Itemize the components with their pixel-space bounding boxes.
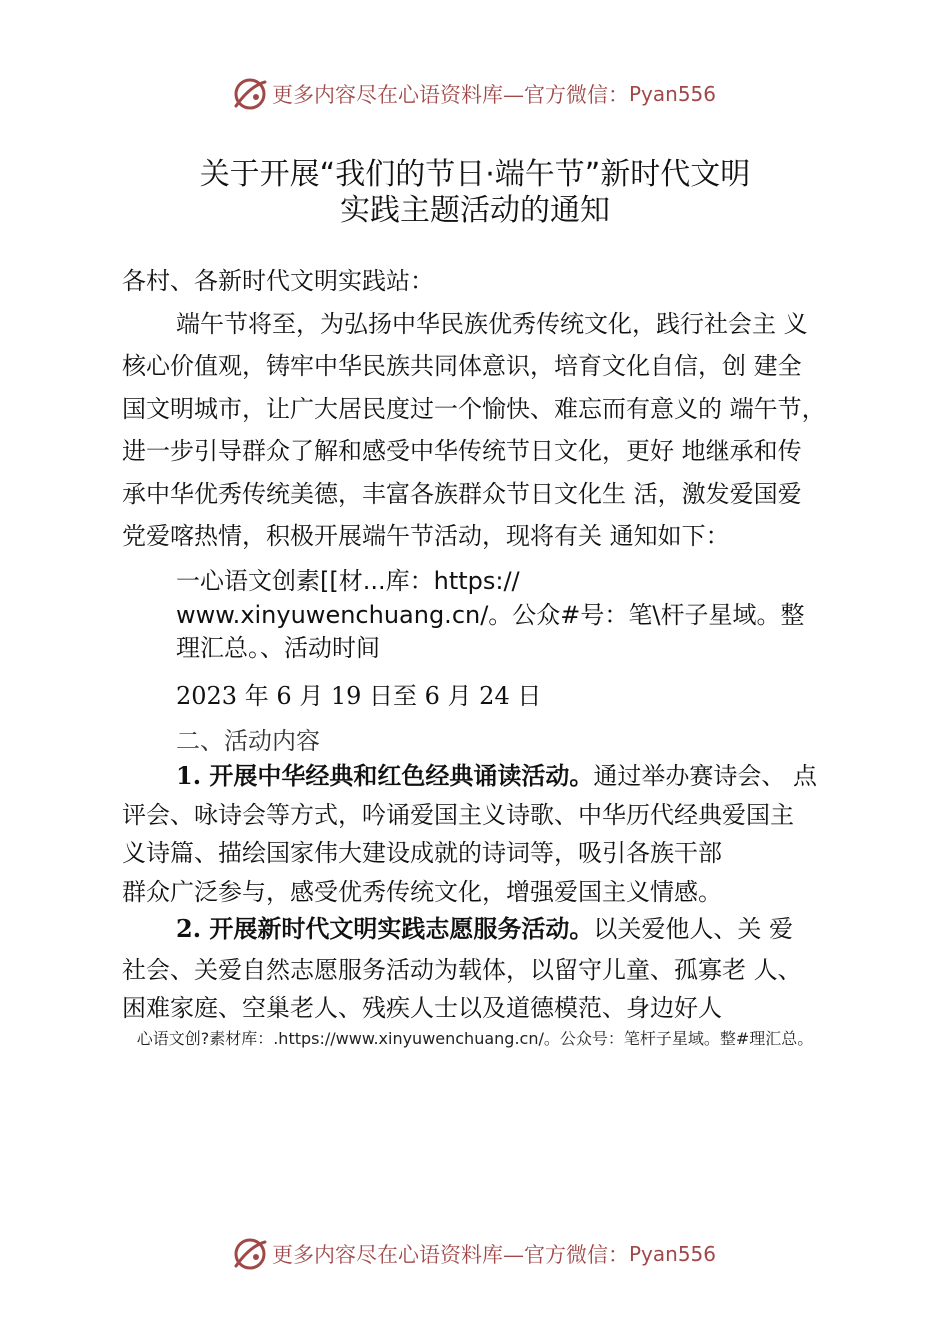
document-title-line-2: 实践主题活动的通知 xyxy=(340,193,610,228)
item-2-lead-rest: 以关爱他人、关 爱 xyxy=(593,915,794,943)
intro-line: 党爱喀热情，积极开展端午节活动，现将有关 通知如下： xyxy=(122,522,730,550)
watermark-wechat-id: Pyan556 xyxy=(629,82,717,106)
section-1-heading-line: 理汇总。、活动时间 xyxy=(176,634,380,662)
intro-line: 进一步引导群众了解和感受中华传统节日文化，更好 地继承和传 xyxy=(122,437,802,465)
section-1-heading-line: www.xinyuwenchuang.cn/。公众#号：笔\杆子星域。整 xyxy=(176,601,805,629)
section-2-heading: 二、活动内容 xyxy=(176,727,320,755)
section-1-heading-line: 一心语文创素[[材...库：https:// xyxy=(176,567,520,595)
item-2-first-line xyxy=(176,914,793,944)
item-1-lead-rest: 通过举办赛诗会、 点 xyxy=(593,762,818,790)
intro-line: 承中华优秀传统美德，丰富各族群众节日文化生 活，激发爱国爱 xyxy=(122,480,802,508)
watermark-text: 更多内容尽在心语资料库—官方微信： xyxy=(272,1243,629,1267)
item-2-line: 社会、关爱自然志愿服务活动为载体，以留守儿童、孤寡老 人、 xyxy=(122,956,802,984)
footer-note: 心语文创?素材库：.https://www.xinyuwenchuang.cn/。公众号：笔杆子星域。整#理汇总。 xyxy=(136,1029,814,1048)
item-1-lead: 1. 开展中华经典和红色经典诵读活动。 xyxy=(176,761,594,790)
item-1-first-line xyxy=(176,761,817,791)
watermark-text: 更多内容尽在心语资料库—官方微信： xyxy=(272,83,629,107)
item-1-line: 评会、咏诗会等方式，吟诵爱国主义诗歌、中华历代经典爱国主 xyxy=(122,801,794,829)
item-2-lead: 2. 开展新时代文明实践志愿服务活动。 xyxy=(176,914,594,943)
watermark-wechat-id: Pyan556 xyxy=(629,1242,717,1266)
document-title-line-1: 关于开展“我们的节日·端午节”新时代文明 xyxy=(199,157,751,192)
item-1-line: 义诗篇、描绘国家伟大建设成就的诗词等，吸引各族干部 xyxy=(122,839,722,867)
brush-logo-icon xyxy=(232,1236,268,1272)
salutation: 各村、各新时代文明实践站： xyxy=(122,267,434,295)
activity-time: 2023 年 6 月 19 日至 6 月 24 日 xyxy=(176,682,542,710)
intro-line: 国文明城市，让广大居民度过一个愉快、难忘而有意义的 端午节， xyxy=(122,395,826,423)
item-1-line: 群众广泛参与，感受优秀传统文化，增强爱国主义情感。 xyxy=(122,878,722,906)
watermark-header xyxy=(232,74,716,114)
item-2-line: 困难家庭、空巢老人、残疾人士以及道德模范、身边好人 xyxy=(122,994,722,1022)
intro-line: 核心价值观，铸牢中华民族共同体意识，培育文化自信，创 建全 xyxy=(122,352,802,380)
intro-line: 端午节将至，为弘扬中华民族优秀传统文化，践行社会主 义 xyxy=(176,310,808,338)
watermark-footer xyxy=(232,1234,716,1274)
brush-logo-icon xyxy=(232,76,268,112)
